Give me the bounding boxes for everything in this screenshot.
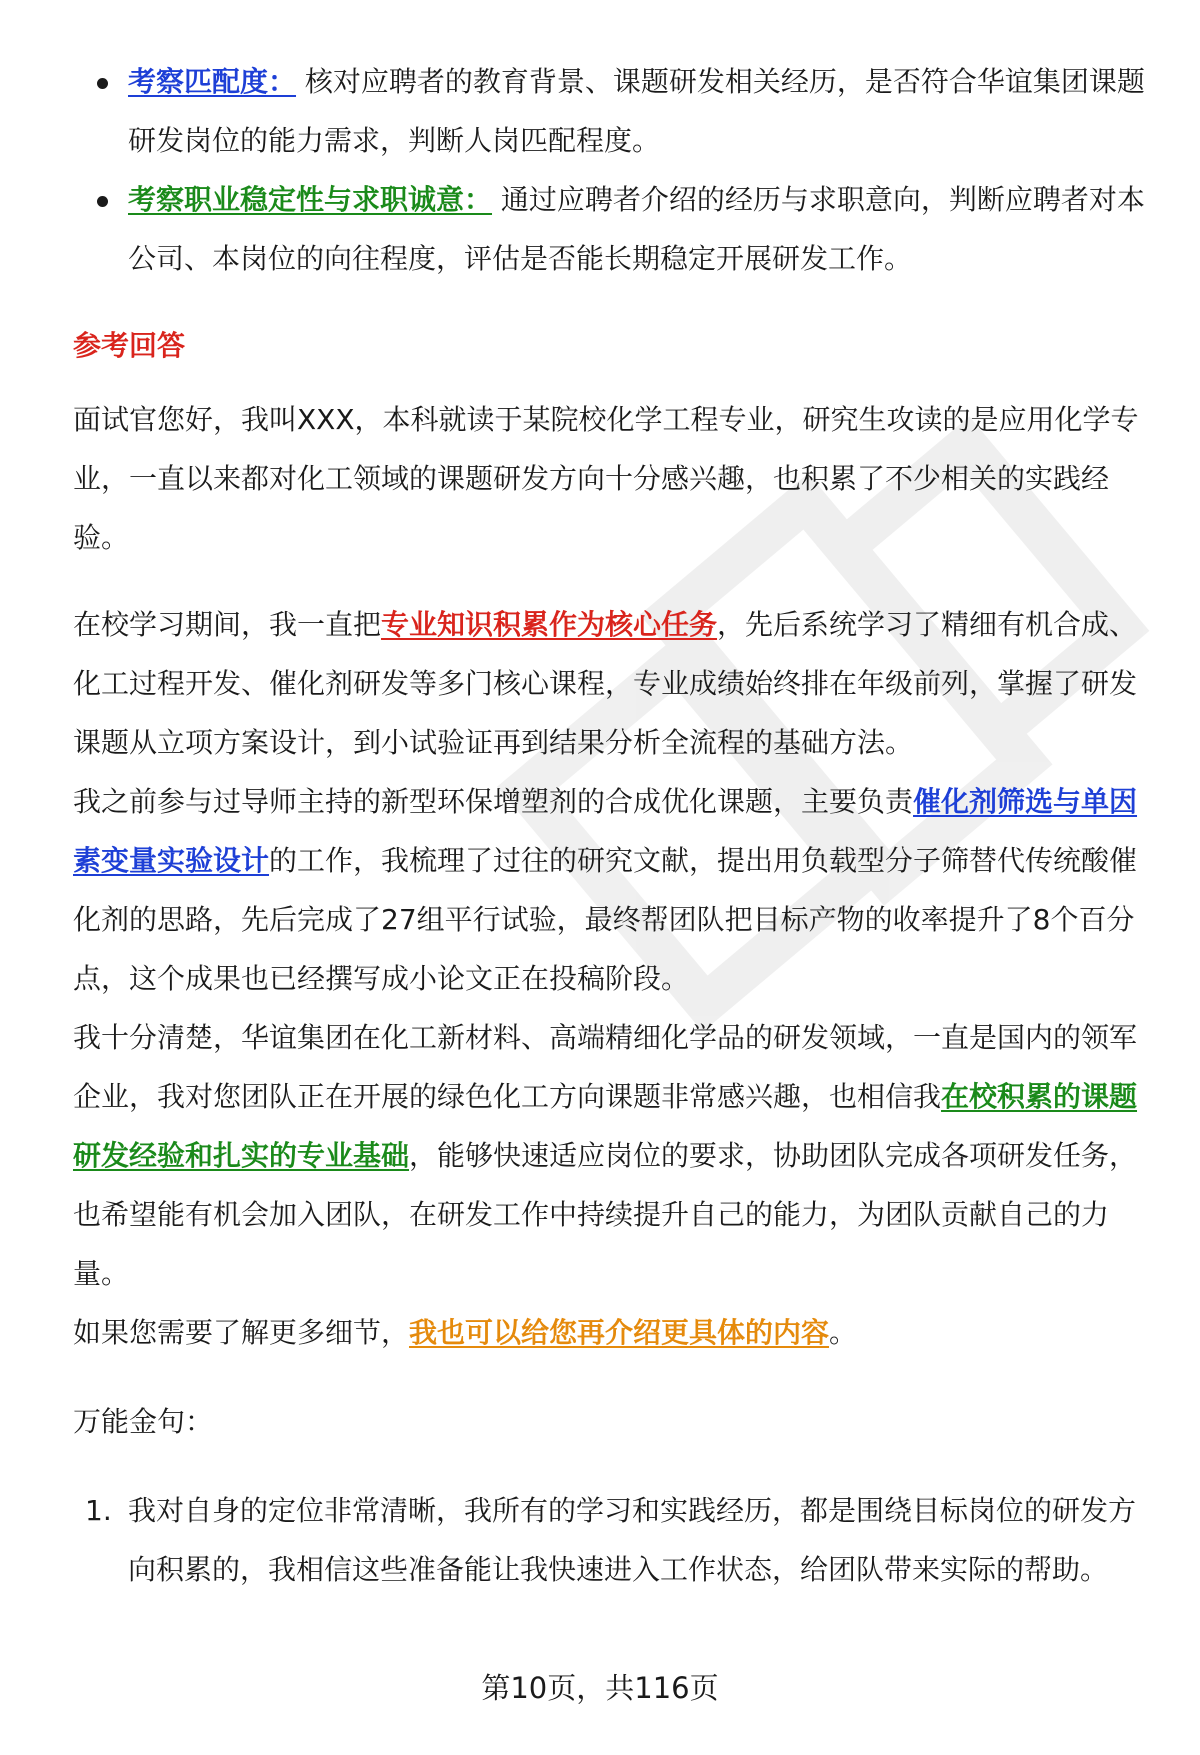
criteria-label-match: 考察匹配度： bbox=[128, 65, 297, 98]
answer-paragraph-3 bbox=[73, 772, 1153, 1008]
criteria-text-match: 核对应聘者的教育背景、课题研发相关经历，是否符合华谊集团课题研发岗位的能力需求，判断人岗匹配程度。 bbox=[128, 65, 1145, 157]
golden-item-text: 我对自身的定位非常清晰，我所有的学习和实践经历，都是围绕目标岗位的研发方向积累的，我相信这些准备能让我快速进入工作状态，给团队带来实际的帮助。 bbox=[128, 1494, 1137, 1586]
answer-p5-text-before: 如果您需要了解更多细节， bbox=[73, 1316, 410, 1349]
answer-p5-highlight: 我也可以给您再介绍更具体的内容 bbox=[409, 1316, 830, 1349]
answer-paragraph-1: 面试官您好，我叫XXX，本科就读于某院校化学工程专业，研究生攻读的是应用化学专业，一直以来都对化工领域的课题研发方向十分感兴趣，也积累了不少相关的实践经验。 bbox=[73, 403, 1139, 554]
answer-p2-highlight: 专业知识积累作为核心任务 bbox=[381, 608, 718, 641]
answer-p2-text-before: 在校学习期间，我一直把 bbox=[73, 608, 382, 641]
golden-item-number: 1. bbox=[85, 1494, 112, 1527]
answer-p3-text-after: 的工作，我梳理了过往的研究文献，提出用负载型分子筛替代传统酸催化剂的思路，先后完成了27组平行试验，最终帮团队把目标产物的收率提升了8个百分点，这个成果也已经撰写成小论文正在投稿阶段。 bbox=[73, 844, 1138, 995]
golden-item bbox=[73, 1481, 1153, 1599]
page-content bbox=[73, 52, 1153, 1599]
section-title: 参考回答 bbox=[73, 329, 186, 362]
criteria-text-stability: 通过应聘者介绍的经历与求职意向，判断应聘者对本公司、本岗位的向往程度，评估是否能长期稳定开展研发工作。 bbox=[128, 183, 1145, 275]
answer-p2-text-after: ，先后系统学习了精细有机合成、化工过程开发、催化剂研发等多门核心课程，专业成绩始终排在年级前列，掌握了研发课题从立项方案设计，到小试验证再到结果分析全流程的基础方法。 bbox=[73, 608, 1138, 759]
answer-p4-highlight: 在校积累的课题研发经验和扎实的专业基础 bbox=[73, 1080, 1138, 1172]
answer-paragraph-5 bbox=[73, 1303, 1153, 1362]
page-footer: 第10页，共116页 bbox=[481, 1671, 719, 1705]
criteria-item-match bbox=[73, 52, 1153, 170]
golden-title: 万能金句： bbox=[73, 1405, 214, 1438]
answer-p4-text-before: 我十分清楚，华谊集团在化工新材料、高端精细化学品的研发领域，一直是国内的领军企业，我对您团队正在开展的绿色化工方向课题非常感兴趣，也相信我 bbox=[73, 1021, 1138, 1113]
answer-p3-highlight: 催化剂筛选与单因素变量实验设计 bbox=[73, 785, 1138, 877]
golden-list bbox=[73, 1481, 1153, 1599]
criteria-list bbox=[73, 52, 1153, 288]
criteria-label-stability: 考察职业稳定性与求职诚意： bbox=[128, 183, 493, 216]
criteria-item-stability bbox=[73, 170, 1153, 288]
answer-p3-text-before: 我之前参与过导师主持的新型环保增塑剂的合成优化课题，主要负责 bbox=[73, 785, 914, 818]
answer-paragraph-4 bbox=[73, 1008, 1153, 1303]
answer-paragraph-2 bbox=[73, 595, 1153, 772]
answer-p4-text-after: ，能够快速适应岗位的要求，协助团队完成各项研发任务，也希望能有机会加入团队，在研发工作中持续提升自己的能力，为团队贡献自己的力量。 bbox=[73, 1139, 1138, 1290]
answer-p5-text-after: 。 bbox=[829, 1316, 858, 1349]
